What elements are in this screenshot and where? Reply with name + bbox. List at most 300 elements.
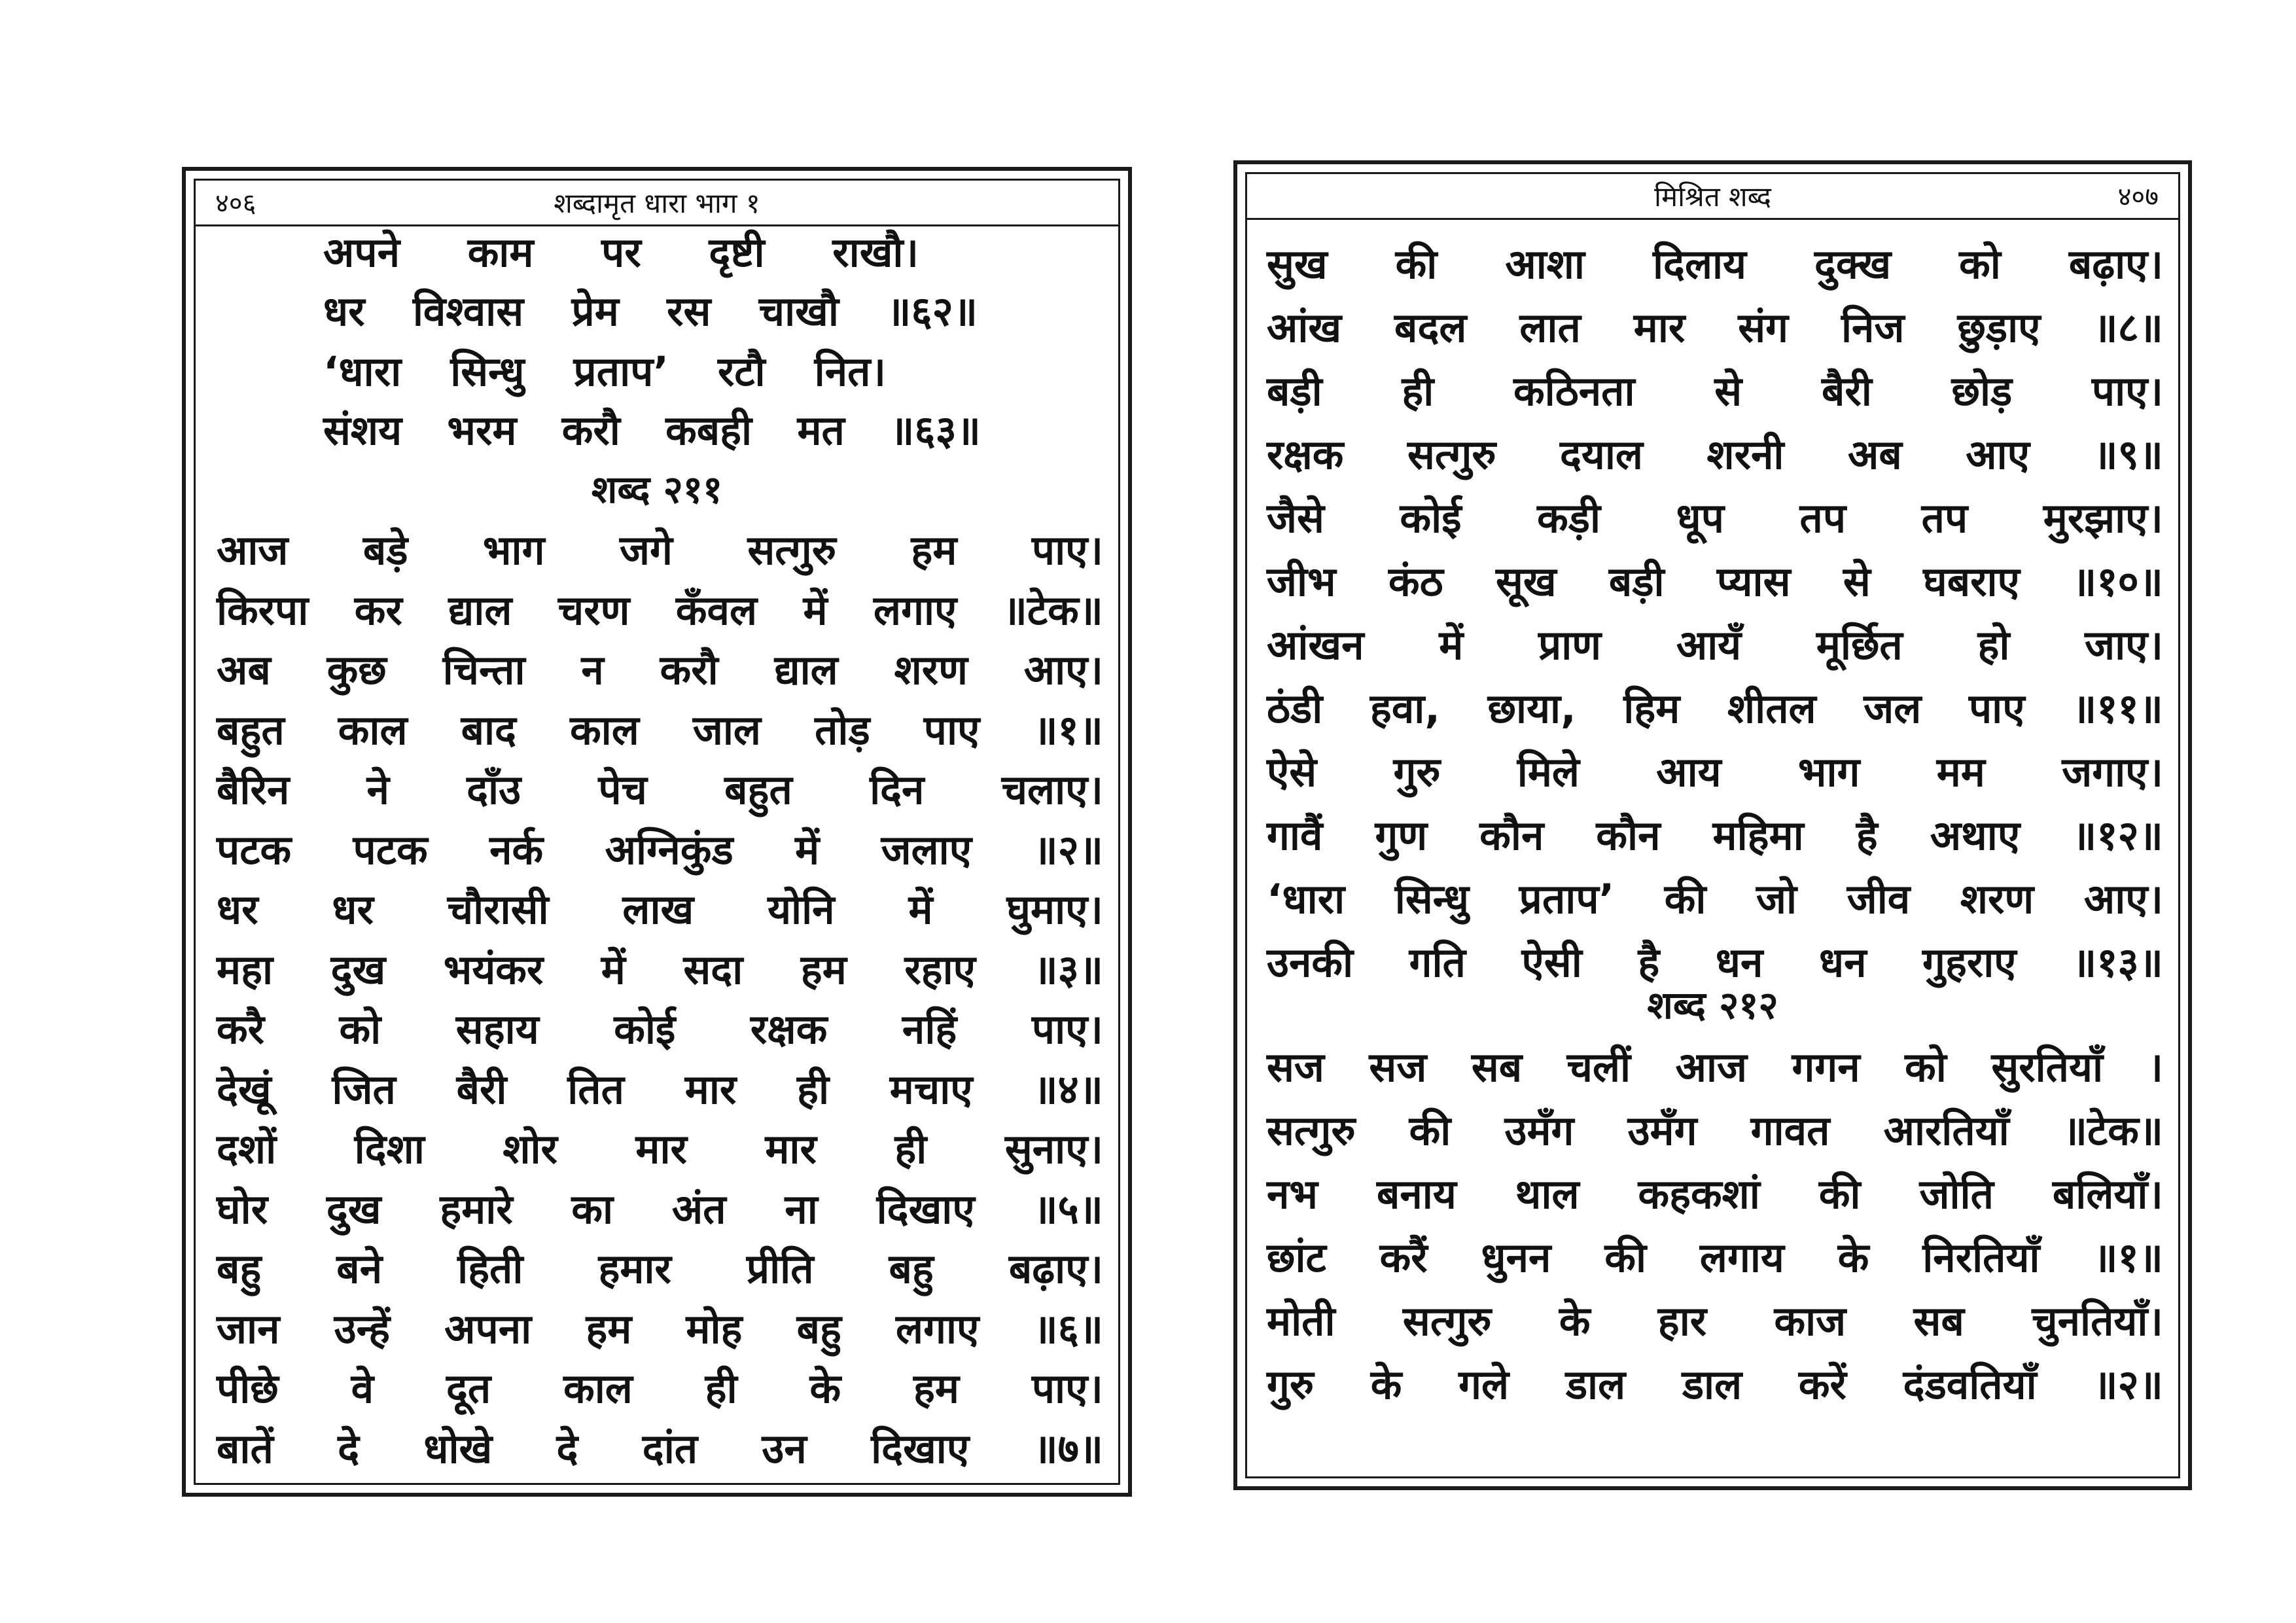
word: जाए। (2085, 621, 2163, 669)
word: जित (332, 1065, 396, 1113)
word: ऐसी (1521, 938, 1582, 986)
word: सिन्धु (1394, 875, 1470, 923)
word: बहु (889, 1245, 934, 1293)
text-line (1267, 302, 2163, 354)
text-line (217, 1123, 1103, 1175)
word: प्रताप’ (1519, 875, 1615, 923)
word: आयँ (1676, 621, 1742, 669)
right-page-header-title: मिश्रित शब्द (1654, 181, 1771, 213)
word: भरम (447, 406, 517, 454)
right-page-header (1247, 174, 2178, 220)
word: ॥टेक॥ (2062, 1107, 2163, 1154)
word: हिती (457, 1245, 523, 1293)
word: जीभ (1267, 558, 1336, 605)
word: काल (570, 705, 639, 754)
word: छांट (1267, 1234, 1326, 1281)
word: के (1370, 1361, 1402, 1408)
word: मूर्छित (1816, 621, 1903, 669)
text-line (1267, 1359, 2163, 1411)
word: छोड़ (1951, 367, 2013, 415)
word: अथाए (1930, 812, 2021, 859)
word: छुड़ाए (1957, 304, 2041, 351)
word: धोखे (423, 1424, 493, 1472)
word: को (1959, 240, 2001, 288)
word: प्रीति (746, 1245, 814, 1293)
text-line (323, 346, 886, 398)
word: की (1395, 240, 1438, 288)
right-page-body (1247, 220, 2178, 1476)
word: सत्गुरु (1407, 431, 1496, 478)
word: आज (217, 526, 289, 574)
word: में (908, 885, 933, 933)
word: कहकशां (1638, 1170, 1760, 1218)
word: रटौ (717, 348, 766, 395)
word: द्याल (448, 586, 512, 634)
word: जाल (692, 705, 761, 754)
word: के (809, 1364, 841, 1412)
word: ना (785, 1185, 818, 1233)
word: अग्निकुंड (605, 825, 733, 874)
word: लगाए (874, 586, 957, 634)
text-line (217, 883, 1103, 936)
word: कड़ी (1537, 494, 1601, 542)
word: हो (1977, 621, 2010, 669)
word: आरतियाँ (1883, 1107, 2009, 1154)
text-line (217, 704, 1103, 757)
word: की (1818, 1170, 1861, 1218)
word: नित। (814, 348, 886, 395)
word: जो (1756, 875, 1797, 923)
word: अंत (671, 1185, 726, 1233)
word: लात (1519, 304, 1581, 351)
word: ॥४॥ (1033, 1065, 1103, 1113)
word: उन्हें (334, 1304, 391, 1353)
word: ॥९॥ (2093, 431, 2163, 478)
word: चलीं (1566, 1043, 1631, 1091)
word: छाया, (1487, 685, 1576, 732)
word: शरनी (1706, 431, 1784, 478)
word: तोड़ (815, 705, 870, 754)
word: बढ़ाए। (1008, 1245, 1103, 1293)
word: दिखाए (876, 1185, 975, 1233)
text-line (1267, 810, 2163, 862)
word: दृष्टी (709, 228, 765, 276)
text-line (1267, 1041, 2163, 1094)
word: कँवल (675, 586, 758, 634)
word: सुनाए। (1004, 1125, 1103, 1173)
word: पटक (217, 825, 292, 874)
text-line (1267, 238, 2163, 291)
word: आए। (1023, 646, 1103, 694)
word: ही (797, 1065, 830, 1113)
word: धन (1715, 938, 1763, 986)
word: ॥३॥ (1033, 945, 1103, 993)
word: गुहराए (1922, 938, 2017, 986)
word: निज (1841, 304, 1905, 351)
text-line (1267, 556, 2163, 608)
word: आशा (1505, 240, 1585, 288)
word: जगाए। (2062, 748, 2163, 796)
word: दिशा (354, 1125, 425, 1173)
word: कठिनता (1513, 367, 1635, 415)
word: हम (586, 1304, 632, 1353)
word: पाए। (2091, 367, 2163, 415)
word: लाख (622, 885, 694, 933)
word: धूप (1676, 494, 1724, 542)
word: शोर (503, 1125, 557, 1173)
word: चरण (557, 586, 630, 634)
word: ‘धारा (1267, 875, 1345, 923)
word: महा (217, 945, 274, 993)
word: दशों (217, 1125, 277, 1173)
word: हमारे (440, 1185, 513, 1233)
word: दंडवतियाँ (1903, 1361, 2037, 1408)
word: बाद (461, 705, 516, 754)
word: आय (1656, 748, 1722, 796)
word: अपना (444, 1304, 532, 1353)
word: करैं (1379, 1234, 1428, 1281)
word: हिम (1623, 685, 1680, 732)
word: कबही (665, 406, 752, 454)
text-line (217, 524, 1103, 577)
text-line (1267, 746, 2163, 798)
word: सुरतियाँ (1991, 1043, 2104, 1091)
word: धुनन (1481, 1234, 1551, 1281)
word: ॥२॥ (1033, 825, 1103, 874)
text-line (323, 404, 981, 457)
word: धर (217, 885, 258, 933)
word: जैसे (1267, 494, 1324, 542)
left-page-body (196, 226, 1118, 1483)
word: हम (913, 1364, 959, 1412)
word: नहिं (902, 1005, 957, 1053)
text-line (1267, 492, 2163, 544)
left-page-header-title: शब्दामृत धारा भाग १ (554, 187, 760, 219)
word: देखूं (217, 1065, 272, 1113)
word: दिन (870, 766, 925, 813)
word: भयंकर (443, 945, 544, 993)
left-page-header (196, 181, 1118, 226)
word: दयाल (1559, 431, 1643, 478)
word: की (1604, 1234, 1647, 1281)
word: प्यास (1716, 558, 1791, 605)
text-line (217, 1423, 1103, 1475)
word: धर (323, 287, 365, 335)
word: बनाय (1376, 1170, 1457, 1218)
word: बहु (217, 1245, 262, 1293)
word: गुरु (1267, 1361, 1314, 1408)
word: बड़े (362, 526, 408, 574)
word: करें (1798, 1361, 1846, 1408)
word: हम (911, 526, 957, 574)
text-line (217, 1183, 1103, 1236)
text-line (217, 944, 1103, 996)
text-line (1267, 619, 2163, 671)
word: गुण (1375, 812, 1428, 859)
word: में (803, 586, 828, 634)
word: गावत (1750, 1107, 1830, 1154)
word: मार (1633, 304, 1686, 351)
word: काल (338, 705, 408, 754)
word: ॥५॥ (1033, 1185, 1103, 1233)
word: कोई (1400, 494, 1462, 542)
word: से (1714, 367, 1742, 415)
word: पर (601, 228, 641, 276)
word: ॥७॥ (1033, 1424, 1103, 1472)
word: सत्गुरु (1267, 1107, 1356, 1154)
word: हमार (598, 1245, 671, 1293)
word: जल (1863, 685, 1922, 732)
word: उन (762, 1424, 807, 1472)
word: दिलाय (1652, 240, 1747, 288)
word: ॥१२॥ (2072, 812, 2163, 859)
word: चाखौ (758, 287, 839, 335)
word: भाग (482, 526, 545, 574)
word: सज (1369, 1043, 1427, 1091)
word: सत्गुरु (1402, 1297, 1492, 1345)
word: है (1856, 812, 1878, 859)
word: पटक (353, 825, 428, 874)
word: काम (467, 228, 534, 276)
word: ही (1402, 367, 1434, 415)
word: मार (635, 1125, 687, 1173)
word: काल (563, 1364, 633, 1412)
text-line (217, 764, 1103, 816)
text-line (1267, 1168, 2163, 1221)
word: आंख (1267, 304, 1342, 351)
word: गुरु (1393, 748, 1441, 796)
word: उमँग (1504, 1107, 1574, 1154)
word: प्रताप’ (573, 348, 669, 395)
word: दाँउ (467, 766, 521, 813)
word: ॥१०॥ (2072, 558, 2163, 605)
word: दिखाए (871, 1424, 970, 1472)
word: जान (217, 1304, 280, 1353)
word: रक्षक (750, 1005, 828, 1053)
word: बैरिन (217, 766, 290, 813)
word: घुमाए। (1006, 885, 1103, 933)
word: सज (1267, 1043, 1324, 1091)
word: नर्क (489, 825, 544, 874)
word: जोति (1919, 1170, 1994, 1218)
word: ॥१॥ (2093, 1234, 2163, 1281)
word: लगाय (1699, 1234, 1784, 1281)
word: मार (765, 1125, 817, 1173)
word: में (1439, 621, 1464, 669)
word: डाल (1565, 1361, 1626, 1408)
word: योनि (768, 885, 835, 933)
word: न (581, 646, 604, 694)
word: वे (351, 1364, 374, 1412)
word: मचाए (889, 1065, 973, 1113)
word: किरपा (217, 586, 309, 634)
word: का (571, 1185, 614, 1233)
text-line (323, 285, 978, 338)
word: दुख (326, 1185, 381, 1233)
word: दे (556, 1424, 578, 1472)
word: कोई (614, 1005, 676, 1053)
word: ठंडी (1267, 685, 1323, 732)
word: उमँग (1627, 1107, 1697, 1154)
word: ही (705, 1364, 737, 1412)
word: गावैं (1267, 812, 1323, 859)
word: बदल (1394, 304, 1467, 351)
word: तित (567, 1065, 624, 1113)
word: ऐसे (1267, 748, 1317, 796)
word: को (339, 1005, 381, 1053)
word: दुख (330, 945, 386, 993)
word: चिन्ता (442, 646, 525, 694)
word: रहाए (904, 945, 976, 993)
word: थाल (1515, 1170, 1580, 1218)
word: अपने (323, 228, 400, 276)
word: पाए। (1031, 526, 1103, 574)
word: बढ़ाए। (2068, 240, 2163, 288)
text-line (217, 824, 1103, 876)
word: ‘धारा (323, 348, 402, 395)
word: हम (800, 945, 847, 993)
word: पेच (598, 766, 647, 813)
word: मिले (1517, 748, 1580, 796)
word: प्राण (1538, 621, 1602, 669)
word: ॥६२॥ (887, 287, 978, 335)
word: द्याल (774, 646, 838, 694)
word: के (1559, 1297, 1591, 1345)
word: तप (1799, 494, 1846, 542)
word: पीछे (217, 1364, 279, 1412)
word: गति (1409, 938, 1466, 986)
shabd-heading: शब्द २११ (591, 467, 723, 512)
word: से (1843, 558, 1871, 605)
word: को (1905, 1043, 1947, 1091)
word: कंठ (1388, 558, 1443, 605)
word: उनकी (1267, 938, 1354, 986)
word: सब (1471, 1043, 1523, 1091)
word: ॥१३॥ (2072, 938, 2163, 986)
word: महिमा (1712, 812, 1804, 859)
word: कौन (1479, 812, 1544, 859)
word: बहुत (217, 705, 285, 754)
word: सुख (1267, 240, 1328, 288)
left-page-frame (194, 179, 1120, 1485)
word: सब (1913, 1297, 1964, 1345)
word: है (1638, 938, 1660, 986)
word: मुरझाए। (2043, 494, 2163, 542)
word: अब (1847, 431, 1902, 478)
word: करौ (660, 646, 718, 694)
word: ही (894, 1125, 927, 1173)
word: करै (217, 1005, 264, 1053)
text-line (1267, 1295, 2163, 1347)
word: हार (1657, 1297, 1707, 1345)
word: शरण (1960, 875, 2034, 923)
word: घबराए (1923, 558, 2020, 605)
word: शीतल (1727, 685, 1816, 732)
text-line (1267, 1105, 2163, 1157)
word: दांत (642, 1424, 698, 1472)
word: के (1837, 1234, 1869, 1281)
word: भाग (1797, 748, 1860, 796)
word: गले (1458, 1361, 1510, 1408)
word: लगाए (896, 1304, 980, 1353)
text-line (217, 1243, 1103, 1295)
word: मोती (1267, 1297, 1335, 1345)
word: विश्वास (412, 287, 524, 335)
word: सदा (683, 945, 743, 993)
word: बड़ी (1267, 367, 1322, 415)
word: चुनतियाँ। (2032, 1297, 2163, 1345)
word: जलाए (881, 825, 972, 874)
text-line (1267, 683, 2163, 735)
word: जगे (619, 526, 673, 574)
word: ॥टेक॥ (1002, 586, 1103, 634)
shabd-heading: शब्द २१२ (1647, 983, 1778, 1027)
word: बहु (796, 1304, 841, 1353)
right-page-number: ४०७ (2117, 182, 2159, 212)
word: ने (366, 766, 389, 813)
word: सूख (1495, 558, 1557, 605)
word: संग (1738, 304, 1789, 351)
text-line (217, 1003, 1103, 1056)
word: घोर (217, 1185, 268, 1233)
word: बलियाँ। (2052, 1170, 2163, 1218)
right-page-frame (1245, 172, 2180, 1478)
word: ॥८॥ (2093, 304, 2163, 351)
word: चौरासी (447, 885, 549, 933)
word: पाए। (1031, 1005, 1103, 1053)
word: मोह (686, 1304, 743, 1353)
word: मम (1936, 748, 1985, 796)
word: रक्षक (1267, 431, 1344, 478)
text-line (323, 226, 919, 279)
word: आंखन (1267, 621, 1364, 669)
word: की (1409, 1107, 1451, 1154)
word: बहुत (724, 766, 792, 813)
word: पाए (923, 705, 980, 754)
word: कुछ (327, 646, 387, 694)
word: गगन (1792, 1043, 1860, 1091)
word: दुक्ख (1814, 240, 1892, 288)
word: करौ (561, 406, 620, 454)
word: हवा, (1369, 685, 1440, 732)
word: मत (797, 406, 845, 454)
word: नभ (1267, 1170, 1318, 1218)
word: कर (354, 586, 402, 634)
word: ॥६॥ (1033, 1304, 1103, 1353)
word: काज (1774, 1297, 1846, 1345)
word: सिन्धु (450, 348, 525, 395)
word: ॥२॥ (2093, 1361, 2163, 1408)
text-line (217, 1363, 1103, 1415)
word: राखौ। (832, 228, 919, 276)
word: बड़ी (1608, 558, 1665, 605)
word: ॥१॥ (1033, 705, 1103, 754)
word: आए। (2083, 875, 2163, 923)
text-line (217, 584, 1103, 637)
text-line (1267, 873, 2163, 925)
word: पाए (1968, 685, 2025, 732)
word: में (795, 825, 820, 874)
word: अब (217, 646, 271, 694)
left-page (182, 167, 1132, 1497)
word: धर (332, 885, 374, 933)
word: दूत (446, 1364, 491, 1412)
word: निरतियाँ (1922, 1234, 2040, 1281)
word: दे (338, 1424, 360, 1472)
text-line (217, 644, 1103, 696)
word: बैरी (1821, 367, 1872, 415)
word: कौन (1596, 812, 1661, 859)
